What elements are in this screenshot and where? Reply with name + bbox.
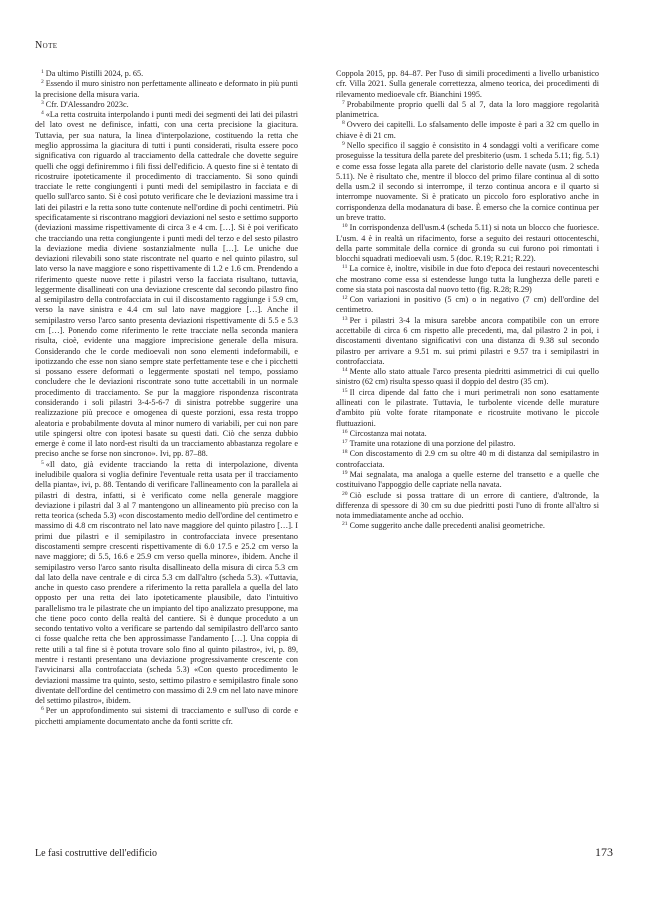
footnote-continuation: [336, 69, 599, 100]
footnote: [336, 264, 599, 295]
footnote: [336, 449, 599, 470]
footnote-text: Nello specifico il saggio è consistito in 4 sondaggi volti a verificare come proseguisse la tessitura della parete del presbiterio (usm. 1 scheda 5.11; fig. 5.1) e come essa fosse legata alla parete del claristorio delle navate (usm. 2 scheda 5.11). Ne è risultato che, mentre il blocco del primo filare continua al di sotto della usm.2 il secondo si interrompe, il terzo continua ancora e il quarto si interrompe nuovamente. Si è praticato un piccolo foro esplorativo anche in corrispondenza della modanatura di base. È emerso che la cornice continua per un breve tratto.: [336, 140, 599, 222]
footnote: [35, 460, 298, 707]
footnote-text: Da ultimo Pistilli 2024, p. 65.: [45, 69, 144, 78]
footnote: [336, 521, 599, 531]
footnote-number: 14: [342, 367, 348, 374]
footnote: [35, 100, 298, 110]
footnote: [336, 388, 599, 429]
footnote-text: Cfr. D'Alessandro 2023c.: [45, 99, 129, 109]
footnote-number: 16: [342, 428, 348, 435]
footnote-text: Mai segnalata, ma analoga a quelle esterne del transetto e a quelle che costituivano l'appoggio delle capriate nella navata.: [336, 469, 599, 490]
footnote-number: 9: [342, 140, 345, 147]
footnote-text: Con discostamento di 2.9 cm su oltre 40 m di distanza dal semipilastro in controfacciata.: [336, 449, 599, 469]
footnote-number: 13: [342, 315, 348, 322]
footnote-text: Il circa dipende dal fatto che i muri perimetrali non sono esattamente allineati con le pilastrate. Tuttavia, le turbolente vicende delle murature d'ambito più volte forate ritamponate e ricostruite motivano le piccole fluttuazioni.: [336, 387, 599, 428]
footnote-number: 4: [41, 110, 44, 117]
notes-column-left: [35, 69, 298, 727]
footnote: [35, 79, 298, 100]
footnote: [35, 706, 298, 727]
footnote-text: Come suggerito anche dalle precedenti analisi geometriche.: [349, 521, 545, 531]
footnote-number: 17: [342, 439, 348, 446]
footnote-number: 21: [342, 521, 348, 528]
footnote-text: Mente allo stato attuale l'arco presenta piedritti asimmetrici di cui quello sinistro (62 cm) risulta spesso quasi il doppio del destro (35 cm).: [336, 367, 599, 387]
footnote-text: Coppola 2015, pp. 84–87. Per l'uso di simili procedimenti a livello urbanistico cfr. Villa 2021. Sulla generale correttezza, almeno teorica, dei procedimenti di rilevamento medioevale cfr. Bianchini 1995.: [336, 69, 599, 99]
footnote-text: Per un approfondimento sui sistemi di tracciamento e sull'uso di corde e picchetti ampiamente documentato anche da fonti scritte cfr.: [35, 706, 298, 726]
footnote-number: 10: [342, 223, 348, 230]
footnote-text: Per i pilastri 3-4 la misura sarebbe ancora compatibile con un errore accettabile di circa 6 cm rispetto alle precedenti, ma, dal pilastro 2 in poi, i discostamenti diventano significativi con una distanza di 9.38 sul secondo pilastro per arrivare a 9.51 m. sui primi pilastri e 9.57 tra i semipilastri in controfacciata.: [336, 315, 599, 366]
footnote-text: Essendo il muro sinistro non perfettamente allineato e deformato in più punti la precisione della misura varia.: [35, 79, 298, 99]
footnote: [336, 295, 599, 316]
footnote-text: «Il dato, già evidente tracciando la retta di interpolazione, diventa ineludibile qualora si voglia definire l'eventuale retta usata per il tracciamento della pianta», ivi, p. 88. Tentando di verificare l'allineamento con la parallela ai pilastri di destra, infatti, si è verificato come nella generale maggiore deviazione i pilastri dal 3 al 7 mantengono un allineamento più preciso con la retta teorica (scheda 5.3) «con discostamento medio dell'ordine del centimetro e massimo di 4.8 cm riscontrato nel lato nave maggiore del quinto pilastro […]. I primi due pilastri e il semipilastro in controfacciata invece presentano discostamenti sempre crescenti rispettivamente di 6.0 17.5 e 25.2 cm verso la nave maggiore; di 5.5, 16.6 e 25.9 cm verso quella minore», ibidem. Anche il semipilastro verso l'arco santo risulta disallineato della misura di circa 5.3 cm dal lato della nave centrale e di circa 5.3 cm dall'altro (scheda 5.3). «Tuttavia, anche in questo caso prendere a riferimento la retta parallela a quella del lato opposto per una retta dei lato ipoteticamente plausibile, dato l'intuitivo parallelismo tra le pilastrate che un impianto del tipo analizzato presuppone, ma che tiene poco conto della realtà del cantiere. Si è dunque proceduto a un secondo tentativo volto a verificare se partendo dal semipilastro dell'arco santo ci fosse qualche retta che ben approssimasse l'andamento […]. Una coppia di rette utili a tal fine si è potuta trovare solo fino al quinto pilastro», ivi, p. 89, mentre i restanti presentano una deviazione progressivamente crescente con l'avvicinarsi alla controfacciata (scheda 5.3) «Con questo procedimento le deviazioni massime tra quinto, sesto, settimo pilastro e semipilastro finale sono diventate dell'ordine del centimetro con massimo di 2.9 cm nel lato nave minore del settimo pilastro», ibidem.: [35, 459, 298, 706]
footnote: [336, 100, 599, 121]
footnote-text: In corrispondenza dell'usm.4 (scheda 5.11) si nota un blocco che fuoriesce. L'usm. 4 è in realtà un rifacimento, forse a seguito dei restauri ottocenteschi, della parte sommitale della cornice di gronda su cui furono poi rimontati i blocchi squadrati medioevali usm. 5 (doc. R.19; R.21; R.22).: [336, 223, 599, 264]
footnote-number: 3: [41, 99, 44, 106]
footnote-text: Con variazioni in positivo (5 cm) o in negativo (7 cm) dell'ordine del centimetro.: [336, 295, 599, 315]
footnote-text: Ciò esclude si possa trattare di un errore di cantiere, d'altronde, la differenza di spessore di 30 cm su due piedritti posti l'uno di fronte all'altro si nota immediatamente anche ad occhio.: [336, 490, 599, 521]
footnote: [35, 69, 298, 79]
footnote: [336, 120, 599, 141]
footnote-text: Tramite una rotazione di una porzione del pilastro.: [349, 439, 516, 449]
footnote-number: 7: [342, 99, 345, 106]
footnote-text: «La retta costruita interpolando i punti medi dei segmenti dei lati dei pilastri del lato ovest ne definisce, infatti, con una certa precisione la giacitura. Tuttavia, per sua natura, la linea d'interpolazione, costituendo la retta che meglio approssima la giacitura di tutti i punti considerati, risulta essere poco significativa con riguardo al tracciamento della cattedrale che dovette seguire quelli che oggi definiremmo i fili fissi dell'edificio. A questo fine si è tentato di ricostruire ipoteticamente il procedimento di tracciamento. Si sono quindi tracciate le rette congiungenti i punti medi del semipilastro in facciata e di quello sull'arco santo. Si è così potuto verificare che le deviazioni massime tra i lati dei pilastri e la retta sono tutte contenute nell'ordine di pochi centimetri. Più specificatamente si riscontrano maggiori deviazioni nel sesto e settimo supporto (deviazioni massime rispettivamente di circa 3 e 4 cm. […]. Si è poi verificato che tracciando una retta congiungente i punti medi del terzo e del sesto pilastro la deviazione media diviene sostanzialmente nulla […]. Le uniche due deviazioni rilevabili sono state riscontrate nel quarto e nel quinto pilastro, sul lato verso la nave maggiore e sono rispettivamente di 1.2 e 1.6 cm. Prendendo a riferimento queste nuove rette i pilastri verso la facciata risultano, tuttavia, leggermente disallineati con una deviazione crescente dal secondo pilastro fino al semipilastro della controfacciata in cui il discostamento raggiunge i 5.9 cm, verso la nave sinistra e 4.4 cm sul lato nave maggiore […]. Anche il semipilastro verso l'arco santo presenta deviazioni rispettivamente di 5.5 e 5.3 cm […]. Ponendo come riferimento le rette tracciate nella seconda maniera risulta, cioè, evidente una maggiore imprecisione generale della misura. Considerando che le corde medioevali non sono elementi indeformabili, e ipotizzando che esse non siano sempre state perfettamente tese e che i picchetti si possano essere deformati o leggermente spostati nel tempo, possiamo concludere che le deviazioni riscontrate sono tutte accettabili in un normale procedimento di tracciamento. Se pur la maggiore rispondenza riscontrata considerando i soli pilastri 3-4-5-6-7 di sinistra potrebbe suggerire una realizzazione più precoce e omogenea di queste porzioni, essa resta troppo aleatoria e probabilmente dovuta al minor numero di variabili, per cui non pare utile spingersi oltre con ipotesi basate su questi dati. Ciò che senza dubbio emerge è come il lato nord-est risulti da un tracciamento abbastanza regolare e preciso anche se forse non sincrono». Ivi, pp. 87–88.: [35, 110, 298, 459]
footnote-number: 2: [41, 79, 44, 86]
footnote-number: 20: [342, 490, 348, 497]
footnote-number: 15: [342, 387, 348, 394]
page-number: 173: [595, 845, 613, 859]
footnote-number: 5: [41, 459, 44, 466]
footnote-text: La cornice è, inoltre, visibile in due foto d'epoca dei restauri novecenteschi che mostrano come essa si estendesse lungo tutta la lunghezza delle pareti e come sia stata poi nascosta dal nuovo tetto (fig. R.28; R.29): [336, 264, 599, 294]
running-footer-title: Le fasi costruttive dell'edificio: [35, 848, 158, 859]
footnote: [336, 367, 599, 388]
footnote: [336, 223, 599, 264]
footnote-text: Probabilmente proprio quelli dal 5 al 7, data la loro maggiore regolarità planimetrica.: [336, 99, 599, 120]
footnote-number: 19: [342, 469, 348, 476]
footnote-number: 18: [342, 449, 348, 456]
footnote: [35, 110, 298, 460]
footnote-number: 12: [342, 295, 348, 302]
footnote: [336, 316, 599, 367]
running-header: Note: [35, 40, 58, 51]
footnote-number: 11: [342, 264, 348, 271]
footnote-number: 8: [342, 120, 345, 127]
footnote: [336, 470, 599, 491]
notes-column-right: [336, 69, 599, 532]
footnote: [336, 429, 599, 439]
footnote-text: Ovvero dei capitelli. Lo sfalsamento delle imposte è pari a 32 cm quello in chiave è di 21 cm.: [336, 120, 599, 140]
footnote-text: Circostanza mai notata.: [349, 428, 427, 438]
footnote-number: 6: [41, 706, 44, 713]
footnote: [336, 491, 599, 522]
footnote: [336, 439, 599, 449]
footnote: [336, 141, 599, 223]
footnote-number: 1: [41, 69, 44, 75]
